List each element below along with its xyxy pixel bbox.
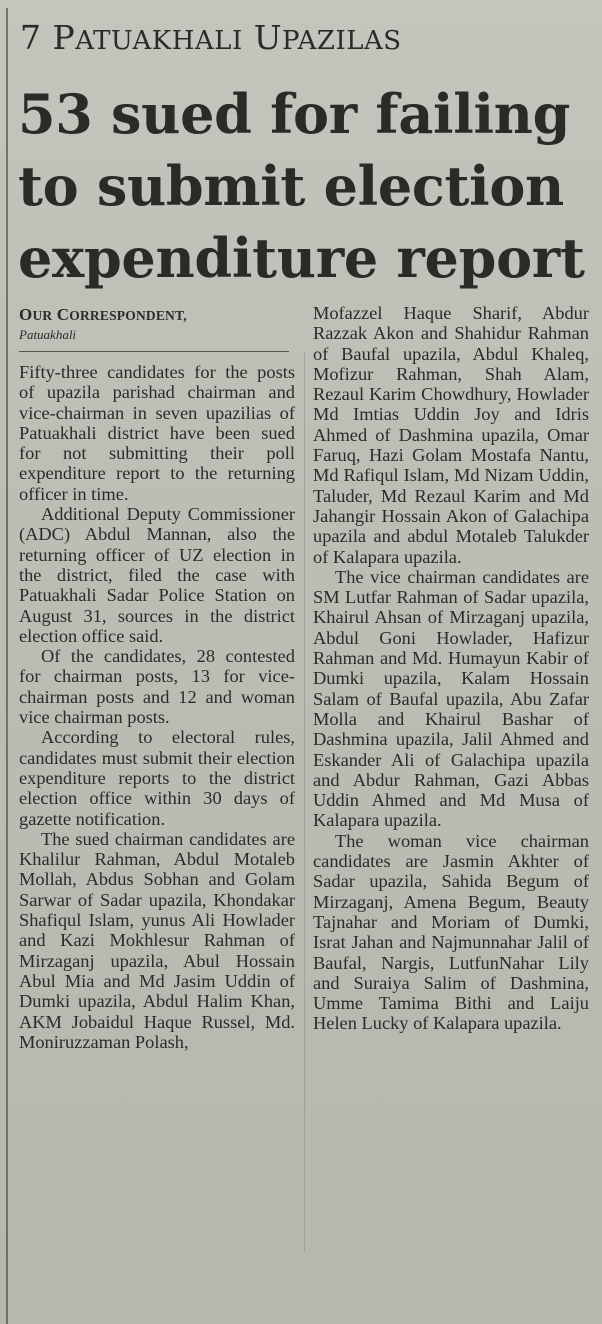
kicker-word1-rest: ATUAKHALI: [75, 26, 243, 56]
kicker-word1-initial: P: [52, 18, 76, 57]
column-divider: [304, 352, 305, 1252]
article-headline: 53 sued for failing to submit election expenditure report: [18, 82, 585, 290]
paragraph: According to electoral rules, candidates must submit their election expenditure reports to the district election office within 30 days of gazette notification.: [19, 727, 295, 829]
dateline: Patuakhali: [19, 327, 77, 342]
article-column-left: [19, 305, 295, 1052]
section-kicker: [20, 18, 402, 57]
paragraph: Additional Deputy Commissioner (ADC) Abdul Mannan, also the returning officer of UZ election in the district, filed the case with Patuakhali Sadar Police Station on August 31, sources in the district election office said.: [19, 504, 295, 646]
paragraph: Fifty-three candidates for the posts of upazila parishad chairman and vice-chairman in seven upazilias of Patuakhali district have been sued for not submitting their poll expenditure report to the returning officer in time.: [19, 362, 295, 504]
byline-initial-1: O: [19, 305, 33, 324]
paragraph: The sued chairman candidates are Khalilur Rahman, Abdul Motaleb Mollah, Abdus Sobhan and Golam Sarwar of Sadar upazila, Khondakar Shafiqul Islam, yunus Ali Howlader and Kazi Mokhlesur Rahman of Mirzaganj upazila, Abul Hossain Abul Mia and Md Jasim Uddin of Dumki upazila, Abdul Halim Khan, AKM Jobaidul Haque Russel, Md. Moniruzzaman Polash,: [19, 828, 295, 1052]
paragraph: The woman vice chairman candidates are Jasmin Akhter of Sadar upazila, Sahida Begum of Mirzaganj, Amena Begum, Beauty Tajnahar and Moriam of Dumki, Israt Jahan and Najmunnahar Jalil of Baufal, Nargis, LutfunNahar Lily and Suraiya Salim of Dashmina, Umme Tamima Bithi and Laiju Helen Lucky of Kalapara upazila.: [313, 830, 589, 1034]
paragraph: Mofazzel Haque Sharif, Abdur Razzak Akon and Shahidur Rahman of Baufal upazila, Abdul Khaleq, Mofizur Rahman, Shah Alam, Rezaul Karim Chowdhury, Howlader Md Imtias Uddin Joy and Idris Ahmed of Dashmina upazila, Omar Faruq, Hazi Golam Mostafa Nantu, Md Rafiqul Islam, Md Nizam Uddin, Taluder, Md Rezaul Karim and Md Jahangir Hossain Akon of Galachipa upazila and abdul Motaleb Talukder of Kalapara upazila.: [313, 303, 589, 567]
byline-rest-2: ORRESPONDENT,: [69, 308, 187, 323]
article-column-right: [313, 303, 589, 1034]
byline-rule: [19, 351, 289, 352]
byline-initial-2: C: [56, 305, 70, 324]
kicker-number: 7: [20, 18, 42, 57]
paragraph: The vice chairman candidates are SM Lutfar Rahman of Sadar upazila, Khairul Ahsan of Mirzaganj upazila, Abdul Goni Howlader, Hafizur Rahman and Md. Humayun Kabir of Dumki upazila, Kalam Hossain Salam of Baufal upazila, Abu Zafar Molla and Khairul Bashar of Dashmina upazila, Jalil Ahmed and Eskander Ali of Galachipa upazila and Abdur Rahman, Gazi Abbas Uddin Ahmed and Md Musa of Kalapara upazila.: [313, 566, 589, 831]
kicker-word2-initial: U: [253, 18, 283, 57]
byline-rest-1: UR: [32, 308, 53, 323]
paragraph: Of the candidates, 28 contested for chairman posts, 13 for vice- chairman posts and 12 and woman vice chairman posts.: [19, 646, 295, 728]
kicker-word2-rest: PAZILAS: [282, 26, 402, 56]
byline: [19, 305, 295, 326]
